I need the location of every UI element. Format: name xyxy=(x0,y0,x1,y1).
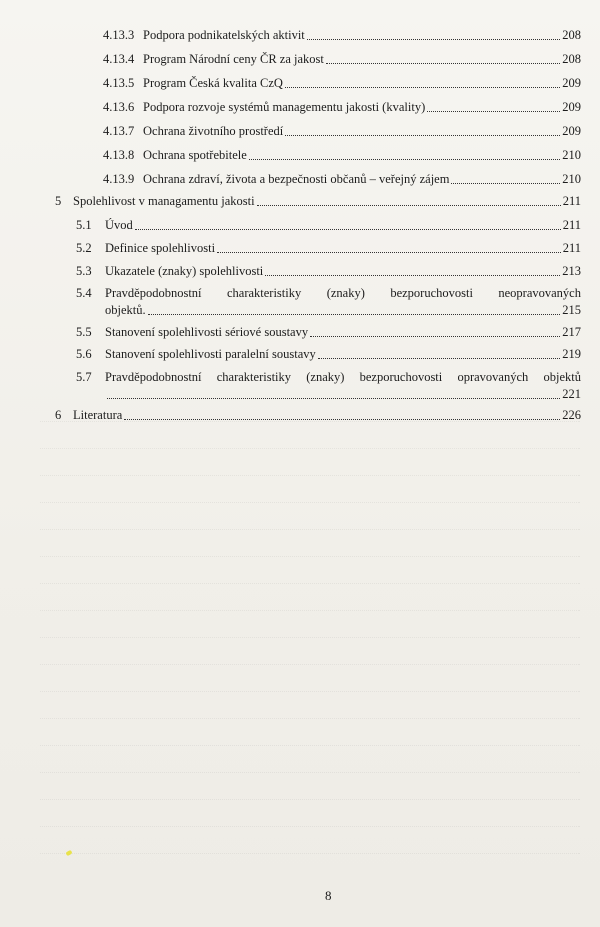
entry-page: 208 xyxy=(562,28,581,42)
entry-number: 4.13.7 xyxy=(103,124,135,138)
entry-title: Ukazatele (znaky) spolehlivosti xyxy=(105,264,264,278)
toc-entry[interactable] xyxy=(76,325,581,340)
entry-number: 5.7 xyxy=(76,370,92,384)
leader-dots xyxy=(310,336,560,337)
leader-dots xyxy=(451,183,560,184)
leader-dots xyxy=(318,358,561,359)
toc-chapter-entry[interactable] xyxy=(55,408,581,423)
toc-entry[interactable] xyxy=(76,218,581,233)
leader-dots xyxy=(135,229,561,230)
entry-page: 221 xyxy=(562,387,581,401)
leader-dots xyxy=(326,63,560,64)
toc-entry[interactable] xyxy=(103,172,581,187)
leader-dots xyxy=(124,419,560,420)
ink-smudge xyxy=(65,850,72,856)
entry-number: 4.13.3 xyxy=(103,28,135,42)
entry-number: 4.13.6 xyxy=(103,100,135,114)
entry-number: 5.5 xyxy=(76,325,92,339)
entry-title: Spolehlivost v managamentu jakosti xyxy=(73,194,255,208)
entry-page: 215 xyxy=(562,303,581,317)
entry-page: 211 xyxy=(562,194,581,208)
leader-dots xyxy=(427,111,560,112)
toc-entry[interactable] xyxy=(103,28,581,43)
entry-number: 5.1 xyxy=(76,218,92,232)
entry-title: Podpora rozvoje systémů managementu jakosti (kvality) xyxy=(143,100,426,114)
entry-page: 209 xyxy=(562,76,581,90)
entry-number: 4.13.4 xyxy=(103,52,135,66)
entry-title: Literatura xyxy=(73,408,123,422)
toc-entry[interactable] xyxy=(103,76,581,91)
entry-page: 211 xyxy=(562,218,581,232)
leader-dots xyxy=(249,159,560,160)
toc-entry-wrapped[interactable] xyxy=(76,286,581,318)
toc-entry[interactable] xyxy=(76,241,581,256)
entry-title: Definice spolehlivosti xyxy=(105,241,216,255)
toc-entry[interactable] xyxy=(76,264,581,279)
show-through-text xyxy=(40,395,580,865)
entry-page: 209 xyxy=(562,100,581,114)
entry-number: 5 xyxy=(55,194,62,208)
leader-dots xyxy=(285,87,560,88)
entry-page: 210 xyxy=(562,172,581,186)
entry-number: 5.6 xyxy=(76,347,92,361)
entry-title: Stanovení spolehlivosti sériové soustavy xyxy=(105,325,309,339)
toc-entry[interactable] xyxy=(103,124,581,139)
entry-title-line1: Pravděpodobnostní charakteristiky (znaky) bezporuchovosti neopravovaných xyxy=(105,286,581,300)
entry-number: 4.13.9 xyxy=(103,172,135,186)
leader-dots xyxy=(148,314,561,315)
leader-dots xyxy=(265,275,560,276)
entry-page: 213 xyxy=(562,264,581,278)
entry-page: 226 xyxy=(562,408,581,422)
entry-title: Program Národní ceny ČR za jakost xyxy=(143,52,324,66)
entry-number: 5.2 xyxy=(76,241,92,255)
entry-page: 209 xyxy=(562,124,581,138)
entry-title: Ochrana životního prostředí xyxy=(143,124,284,138)
toc-chapter-entry[interactable] xyxy=(55,194,581,209)
entry-number: 4.13.5 xyxy=(103,76,135,90)
entry-page: 210 xyxy=(562,148,581,162)
toc-entry[interactable] xyxy=(103,52,581,67)
entry-title-line2: objektů. xyxy=(105,303,146,317)
toc-entry[interactable] xyxy=(76,347,581,362)
entry-title: Podpora podnikatelských aktivit xyxy=(143,28,305,42)
entry-number: 5.3 xyxy=(76,264,92,278)
leader-dots xyxy=(285,135,560,136)
toc-entry[interactable] xyxy=(103,100,581,115)
leader-dots xyxy=(217,252,561,253)
entry-title: Úvod xyxy=(105,218,133,232)
entry-page: 217 xyxy=(562,325,581,339)
entry-number: 4.13.8 xyxy=(103,148,135,162)
toc-entry-wrapped[interactable] xyxy=(76,370,581,402)
entry-number: 5.4 xyxy=(76,286,92,300)
entry-title: Ochrana zdraví, života a bezpečnosti občanů – veřejný zájem xyxy=(143,172,450,186)
page-number: 8 xyxy=(325,888,332,903)
leader-dots xyxy=(257,205,561,206)
entry-page: 219 xyxy=(562,347,581,361)
entry-title: Program Česká kvalita CzQ xyxy=(143,76,283,90)
leader-dots xyxy=(307,39,560,40)
toc-entry[interactable] xyxy=(103,148,581,163)
entry-title: Stanovení spolehlivosti paralelní soustavy xyxy=(105,347,316,361)
entry-number: 6 xyxy=(55,408,62,422)
entry-title-line1: Pravděpodobnostní charakteristiky (znaky) bezporuchovosti opravovaných objektů xyxy=(105,370,581,384)
leader-dots xyxy=(107,398,560,399)
entry-page: 208 xyxy=(562,52,581,66)
entry-title: Ochrana spotřebitele xyxy=(143,148,247,162)
entry-page: 211 xyxy=(562,241,581,255)
